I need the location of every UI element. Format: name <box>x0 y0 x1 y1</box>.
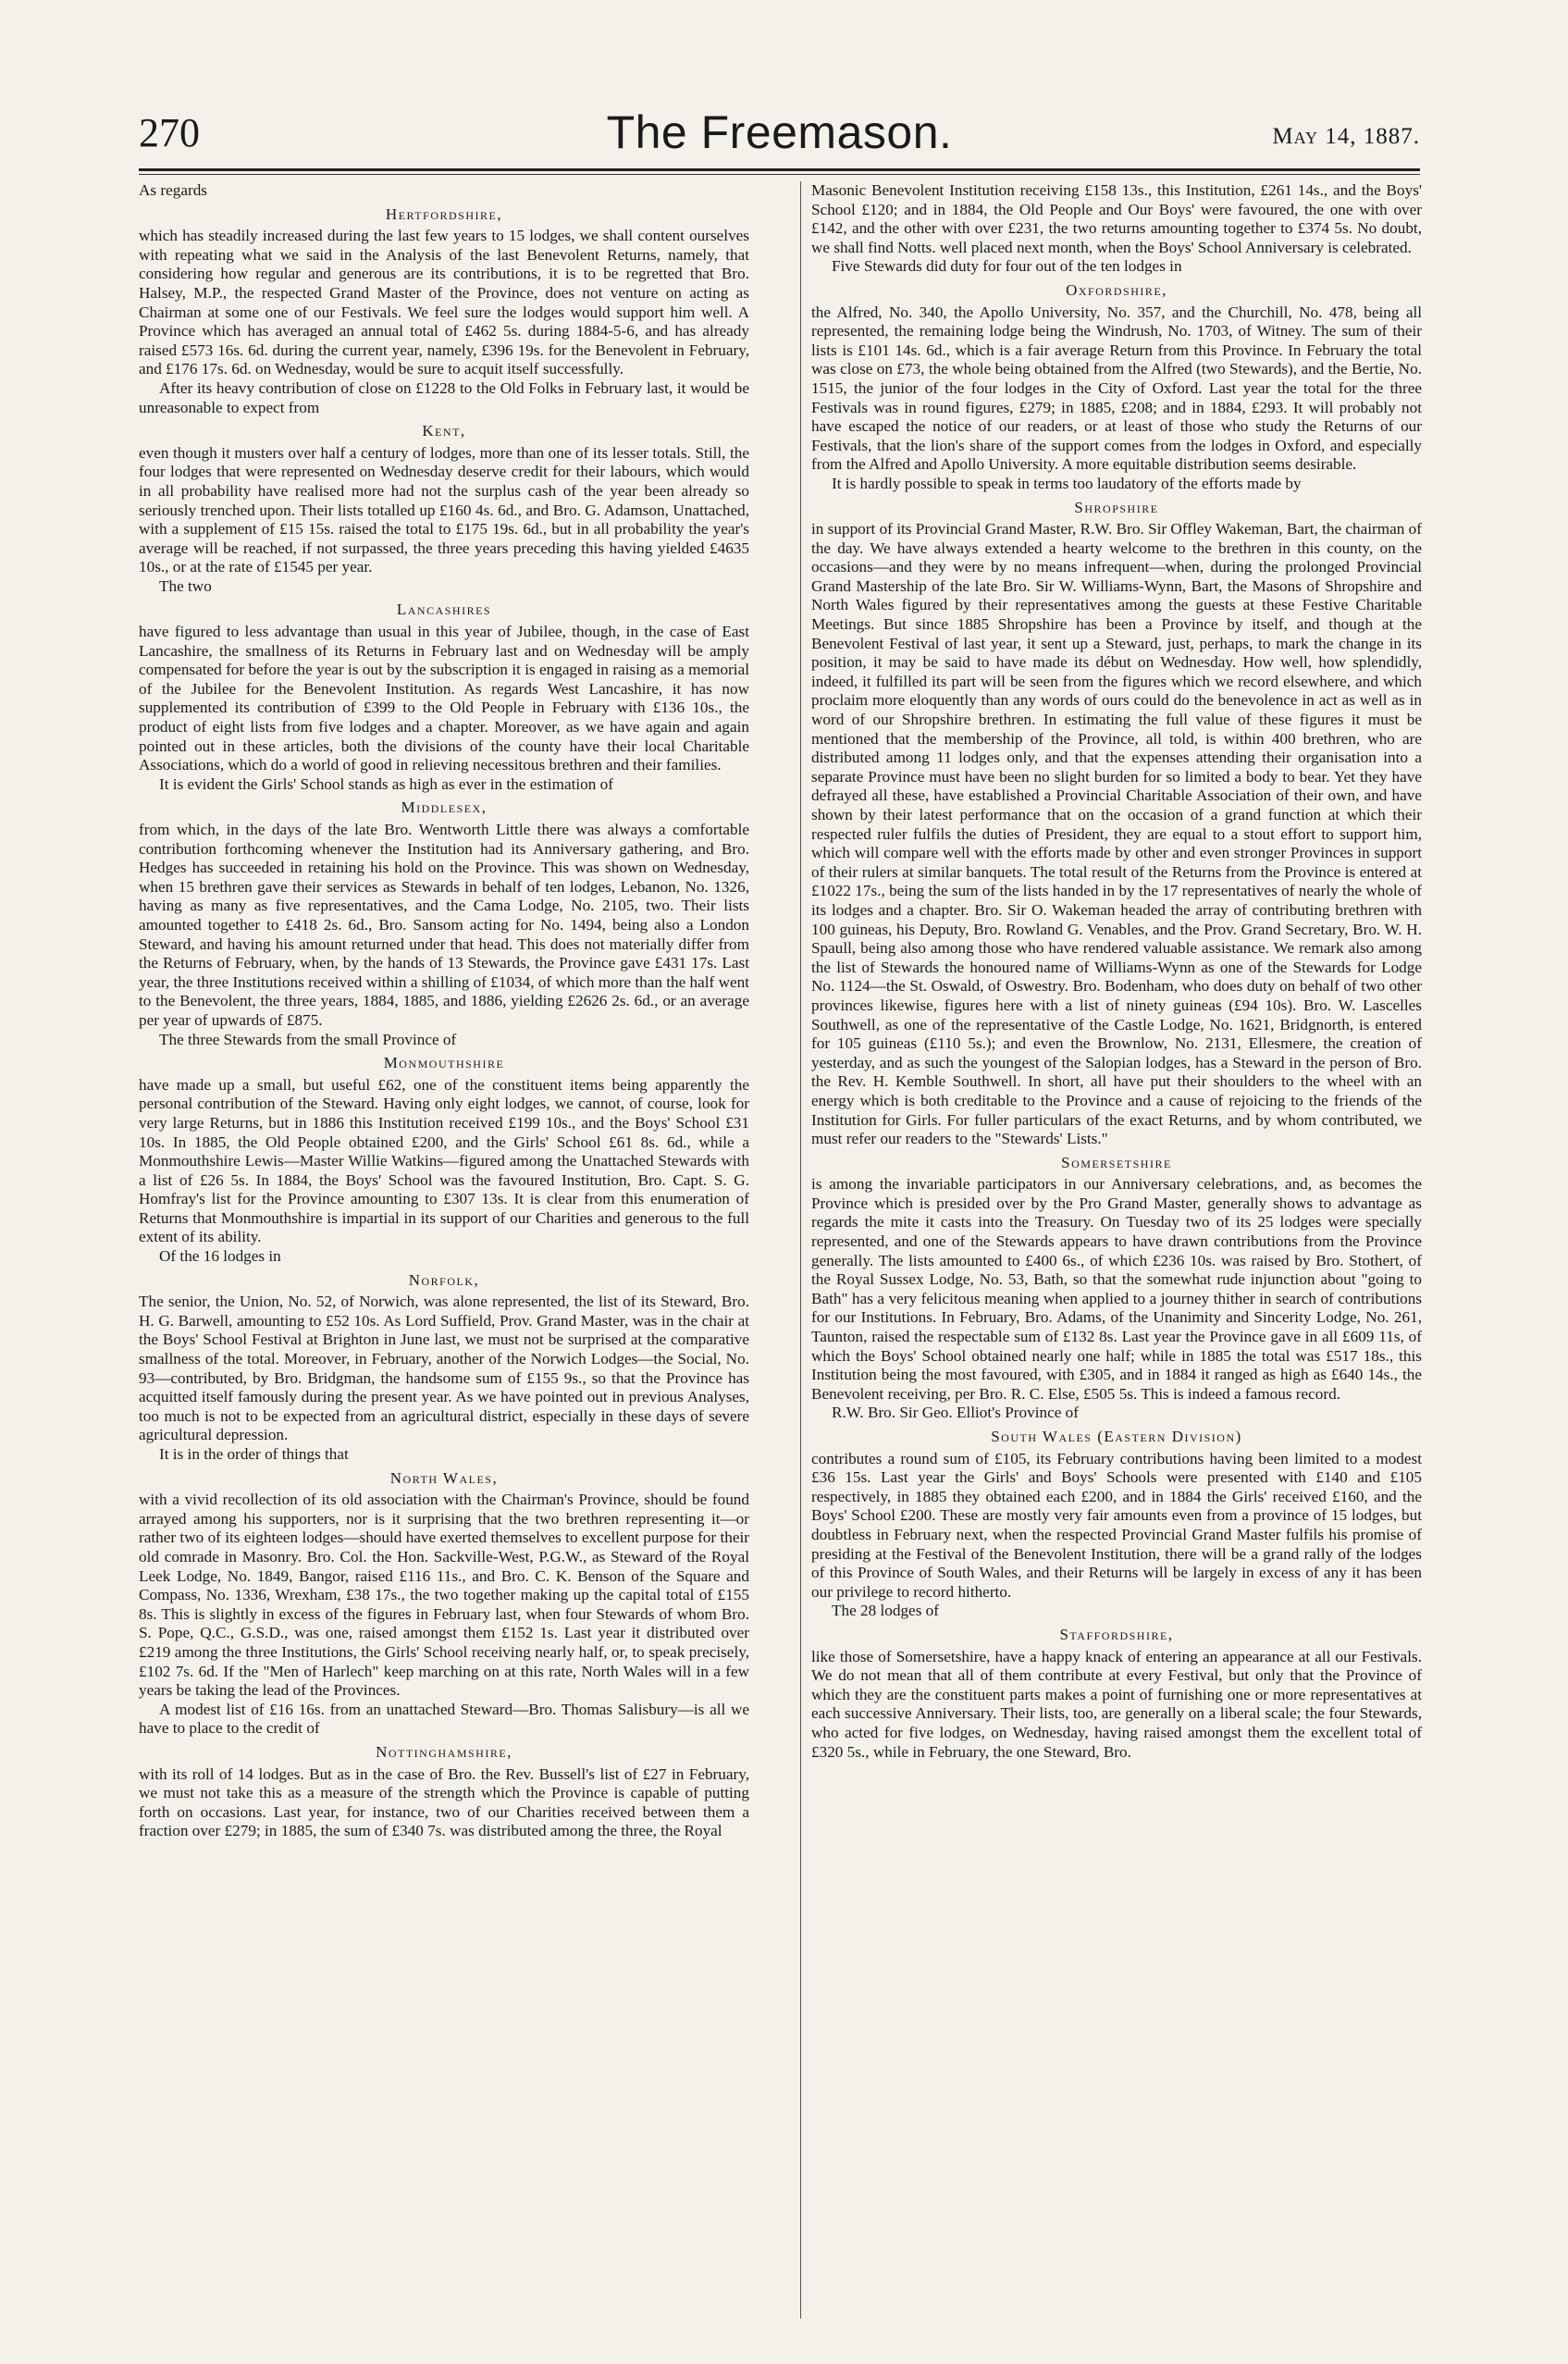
paragraph-north-wales: with a vivid recollection of its old association with the Chairman's Province, should be found arrayed among his supporters, nor is it surprising that the two brethren representing it—or rather two of its eighteen lodges—should have exerted themselves to excellent purpose for their old comrade in Masonry. Bro. Col. the Hon. Sackville-West, P.G.W., as Steward of the Royal Leek Lodge, No. 1849, Bangor, raised £116 11s., and Bro. C. K. Benson of the Square and Compass, No. 1336, Wrexham, £38 17s., the two together making up the capital total of £155 8s. This is slightly in excess of the figures in February last, when four Stewards of whom Bro. S. Pope, Q.C., G.S.D., was one, raised amongst them £152 1s. Last year it distributed over £219 among the three Institutions, the Girls' School receiving nearly half, or, to speak precisely, £102 7s. 6d. If the "Men of Harlech" keep marching on at this rate, North Wales will in a few years be taking the lead of the Provinces. <box>139 1491 749 1700</box>
heading-norfolk: Norfolk, <box>408 1270 480 1289</box>
paragraph-middlesex-intro: It is evident the Girls' School stands as high as ever in the estimation of <box>159 774 613 793</box>
paragraph-somersetshire: is among the invariable participators in our Anniversary celebrations, and, as becomes the Province which is presided over by the Pro Grand Master, generally shows to advantage as regards the mite it casts into the Treasury. On Tuesday two of its 25 lodges were specially represented, and one of the Stewards appears to have drawn contributions from the Province generally. The lists amounted to £400 6s., of which £236 10s. was raised by Bro. Stothert, of the Royal Sussex Lodge, No. 53, Bath, so that the somewhat rude injunction about "going to Bath" has a very felicitous meaning when applied to a journey thither in search of contributions for our Institutions. In February, Bro. Adams, of the Unanimity and Sincerity Lodge, No. 261, Taunton, raised the respectable sum of £132 8s. Last year the Province gave in all £609 11s, of which the Boys' School obtained nearly one half; while in 1885 the total was £517 18s., this Institution being the most favoured, with £305, and in 1884 it ranged as high as £640 14s., the Benevolent receiving, per Bro. R. C. Else, £505 5s. This is indeed a famous record. <box>811 1175 1422 1403</box>
masthead <box>139 106 1420 168</box>
heading-oxfordshire: Oxfordshire, <box>1066 280 1167 299</box>
paragraph-intro: As regards <box>139 181 207 199</box>
column-divider <box>800 181 801 2319</box>
paragraph-shropshire-intro: It is hardly possible to speak in terms too laudatory of the efforts made by <box>832 474 1302 492</box>
paragraph-nottinghamshire: with its roll of 14 lodges. But as in the case of Bro. the Rev. Bussell's list of £27 in February, we must not take this as a measure of the strength which the Province is capable of putting forth on occasions. Last year, for instance, two of our Charities received between them a fraction over £279; in 1885, the sum of £340 7s. was distributed among the three, the Royal <box>139 1764 749 1840</box>
paragraph-north-wales-intro: It is in the order of things that <box>159 1445 349 1463</box>
paragraph-hertfordshire: which has steadily increased during the last few years to 15 lodges, we shall content ourselves with repeating what we said in the Analysis of the last Benevolent Returns, namely, that considering how regular and generous are its contributions, it is to be regretted that Bro. Halsey, M.P., the respected Grand Master of the Province, does not venture on acting as Chairman at some one of our Festivals. We feel sure the lodges would support him well. A Province which has averaged an annual total of £462 5s. during 1884-5-6, and has already raised £573 16s. 6d. during the current year, namely, £396 19s. for the Benevolent in February, and £176 17s. 6d. on Wednesday, would be sure to acquit itself successfully. <box>139 227 749 378</box>
paragraph-oxfordshire: the Alfred, No. 340, the Apollo University, No. 357, and the Churchill, No. 478, being all represented, the remaining lodge being the Windrush, No. 1703, of Witney. The sum of their lists is £101 14s. 6d., which is a fair average Return from this Province. In February the total was close on £73, the whole being obtained from the Alfred (two Stewards), and the Bertie, No. 1515, the junior of the four lodges in the City of Oxford. Last year the total for the three Festivals was in round figures, £279; in 1885, £208; and in 1884, £293. It will probably not have escaped the notice of our readers, or at least of those who study the Returns of our Festivals, that the lion's share of the support comes from the lodges in Oxford, and especially from the Alfred and Apollo University. A more equitable distribution seems desirable. <box>811 303 1422 474</box>
right-column <box>811 181 1422 2328</box>
paragraph-middlesex: from which, in the days of the late Bro. Wentworth Little there was always a comfortable contribution forthcoming whenever the Institution had its Anniversary gathering, and Bro. Hedges has succeeded in retaining his hold on the Province. This was shown on Wednesday, when 15 brethren gave their services as Stewards in behalf of ten lodges, Lebanon, No. 1326, having as many as five representatives, and the Cama Lodge, No. 2105, two. Their lists amounted together to £418 2s. 6d., Bro. Sansom acting for No. 1494, being also a London Steward, and having his amount returned under that head. This does not materially differ from the Returns of February, when, by the hands of 13 Stewards, the Province gave £431 17s. Last year, the three Institutions received within a shilling of £1034, of which more than the half went to the Benevolent, the three years, 1884, 1885, and 1886, yielding £2626 2s. 6d., or an average per year of upwards of £875. <box>139 821 749 1029</box>
paragraph-south-wales: contributes a round sum of £105, its February contributions having been limited to a modest £36 15s. Last year the Girls' and Boys' Schools were presented with £140 and £105 respectively, in 1885 they obtained each £200, and in 1884 the Girls' received £160, and the Boys' School £200. These are mostly very fair amounts even from a province of 15 lodges, but doubtless in February next, when the respected Provincial Grand Master fulfils his promise of presiding at the Festival of the Benevolent Institution, there will be a grand rally of the lodges of this Province of South Wales, and their Returns will be largely in excess of any it has been our privilege to record hitherto. <box>811 1449 1422 1601</box>
heading-lancashires: Lancashires <box>396 600 492 619</box>
paragraph-kent: even though it musters over half a century of lodges, more than one of its lesser totals. Still, the four lodges that were represented on Wednesday deserve credit for their labours, which would in all probability have realised more had not the surplus cash of the year been already so seriously trenched upon. Their lists totalled up £160 4s. 6d., and Bro. G. Adamson, Unattached, with a supplement of £15 15s. raised the total to £175 19s. 6d., but in all probability the year's average will be reached, if not surpassed, the three years preceding this having yielded £4635 10s., or at the rate of £1545 per year. <box>139 443 749 576</box>
paragraph-norfolk-intro: Of the 16 lodges in <box>159 1247 281 1266</box>
heading-nottinghamshire: Nottinghamshire, <box>376 1742 512 1761</box>
heading-hertfordshire: Hertfordshire, <box>385 204 503 223</box>
left-column <box>139 181 749 2328</box>
heading-somersetshire: Somersetshire <box>1061 1153 1172 1171</box>
issue-date: May 14, 1887. <box>1272 124 1420 149</box>
paragraph-continued: Masonic Benevolent Institution receiving £158 13s., this Institution, £261 14s., and the Boys' School £120; and in 1884, the Old People and Our Boys' were favoured, the one with over £142, and the other with over £231, the two returns amounting together to £374 5s. No doubt, we shall find Notts. well placed next month, when the Boys' School Anniversary is celebrated. <box>811 181 1422 256</box>
header-rule-thin <box>139 174 1420 175</box>
paragraph-south-wales-intro: R.W. Bro. Sir Geo. Elliot's Province of <box>832 1404 1079 1422</box>
paragraph-monmouthshire: have made up a small, but useful £62, one of the constituent items being apparently the personal contribution of the Steward. Having only eight lodges, we cannot, of course, look for very large Returns, but in 1886 this Institution received £199 10s., and the Boys' School £31 10s. In 1885, the Old People obtained £200, and the Girls' School £61 8s. 6d., while a Monmouthshire Lewis—Master Willie Watkins—figured among the Unattached Stewards with a list of £26 5s. In 1884, the Boys' School was the favoured Institution, Bro. Capt. S. G. Homfray's list for the Province amounting to £307 13s. It is clear from this enumeration of Returns that Monmouthshire is impartial in its support of our Charities and generous to the full extent of its ability. <box>139 1075 749 1246</box>
paragraph-monmouthshire-intro: The three Stewards from the small Province of <box>159 1030 457 1048</box>
heading-middlesex: Middlesex, <box>401 798 488 817</box>
header-rule <box>139 168 1420 171</box>
paragraph-kent-intro: After its heavy contribution of close on £1228 to the Old Folks in February last, it would be unreasonable to expect from <box>139 378 749 416</box>
heading-north-wales: North Wales, <box>389 1468 499 1487</box>
paragraph-nottinghamshire-intro: A modest list of £16 16s. from an unattached Steward—Bro. Thomas Salisbury—is all we have to place to the credit of <box>139 1700 749 1738</box>
heading-shropshire: Shropshire <box>1074 498 1159 516</box>
heading-staffordshire: Staffordshire, <box>1059 1625 1174 1643</box>
paragraph-lancashires-intro: The two <box>159 576 212 595</box>
paragraph-norfolk: The senior, the Union, No. 52, of Norwich, was alone represented, the list of its Steward, Bro. H. G. Barwell, amounting to £52 10s. As Lord Suffield, Prov. Grand Master, was in the chair at the Boys' School Festival at Brighton in June last, we must not be surprised at the comparative smallness of the total. Moreover, in February, another of the Norwich Lodges—the Social, No. 93—contributed, by Bro. Bridgman, the handsome sum of £155 9s., so that the Province has acquitted itself famously during the present year. As we have pointed out in previous Analyses, too much is not to be expected from an agricultural district, especially in these days of severe agricultural depression. <box>139 1293 749 1444</box>
paragraph-shropshire: in support of its Provincial Grand Master, R.W. Bro. Sir Offley Wakeman, Bart, the chairman of the day. We have always extended a hearty welcome to the brethren in this county, on the occasions—and they were by no means infrequent—when, during the prolonged Provincial Grand Mastership of the late Bro. Sir W. Williams-Wynn, Bart, the Masons of Shropshire and North Wales figured by their representatives among the guests at these Festive Charitable Meetings. But since 1885 Shropshire has been a Province by itself, and though at the Benevolent Festival of last year, it sent up a Steward, just, perhaps, to mark the change in its position, it may be said to have made its début on Wednesday. How well, how splendidly, indeed, it fulfilled its part will be seen from the figures which we record elsewhere, and which proclaim more eloquently than any words of ours could do the benevolence in act as well as in word of our Shropshire brethren. In estimating the full value of these figures it must be mentioned that the membership of the Province, all told, is within 400 brethren, who are distributed among 11 lodges only, and that the expenses attending their organisation into a separate Province must have been no slight burden for so limited a body to bear. Yet they have defrayed all these, have established a Provincial Charitable Association of their own, and have shown by their latest performance that on the occasion of a grand function at which their respected ruler fulfils the duties of President, they are equal to a stout effort to support him, which will compare well with the efforts made by other and even stronger Provinces in support of their rulers at similar banquets. The total result of the Returns from the Province is entered at £1022 17s., being the sum of the lists handed in by the 17 representatives of nearly the whole of its lodges and a chapter. Bro. Sir O. Wakeman headed the array of contributing brethren with 100 guineas, his Deputy, Bro. Rowland G. Venables, and the Prov. Grand Secretary, Bro. W. H. Spaull, being also among those who have rendered valuable assistance. We remark also among the list of Stewards the honoured name of Williams-Wynn as one of the Stewards for Lodge No. 1124—the St. Oswald, of Oswestry. Bro. Bodenham, who does duty on behalf of two other provinces likewise, figures here with a list of ninety guineas (£94 10s). Bro. W. Lascelles Southwell, as one of the representative of the Castle Lodge, No. 1621, Bridgnorth, is entered for 105 guineas (£110 5s.); and even the Brownlow, No. 2131, Ellesmere, the creation of yesterday, and as such the youngest of the Salopian lodges, has a Steward in the person of Bro. the Rev. H. Kemble Southwell. In short, all have put their shoulders to the wheel with an energy which is both creditable to the Province and a cause of rejoicing to the friends of the Institution for Girls. For fuller particulars of the exact Returns, and by whom contributed, we must refer our readers to the "Stewards' Lists." <box>811 520 1422 1148</box>
page-number: 270 <box>139 110 200 155</box>
paragraph-staffordshire: like those of Somersetshire, have a happy knack of entering an appearance at all our Festivals. We do not mean that all of them contribute at every Festival, but only that the Province of which they are the constituent parts makes a point of furnishing one or more representatives at each successive Anniversary. Their lists, too, are generally on a liberal scale; the four Stewards, who acted for five lodges, on Wednesday, having raised amongst them the excellent total of £320 5s., while in February, the one Steward, Bro. <box>811 1647 1422 1761</box>
newspaper-title: The Freemason. <box>606 106 953 158</box>
heading-kent: Kent, <box>422 422 466 440</box>
heading-south-wales: South Wales (Eastern Division) <box>991 1428 1242 1445</box>
paragraph-lancashires: have figured to less advantage than usual in this year of Jubilee, though, in the case of East Lancashire, the smallness of its Returns in February last and on Wednesday will be amply compensated for before the year is out by the subscription it is engaged in raising as a memorial of the Jubilee for the Benevolent Institution. As regards West Lancashire, it has now supplemented its contribution of £399 to the Old People in February with £136 10s., the product of eight lists from five lodges and a chapter. Moreover, as we have again and again pointed out in these articles, both the divisions of the county have their local Charitable Associations, which do a world of good in relieving necessitous brethren and their families. <box>139 623 749 774</box>
paragraph-staffordshire-intro: The 28 lodges of <box>832 1602 939 1620</box>
paragraph-oxfordshire-intro: Five Stewards did duty for four out of the ten lodges in <box>832 257 1182 276</box>
heading-monmouthshire: Monmouthshire <box>383 1054 505 1072</box>
